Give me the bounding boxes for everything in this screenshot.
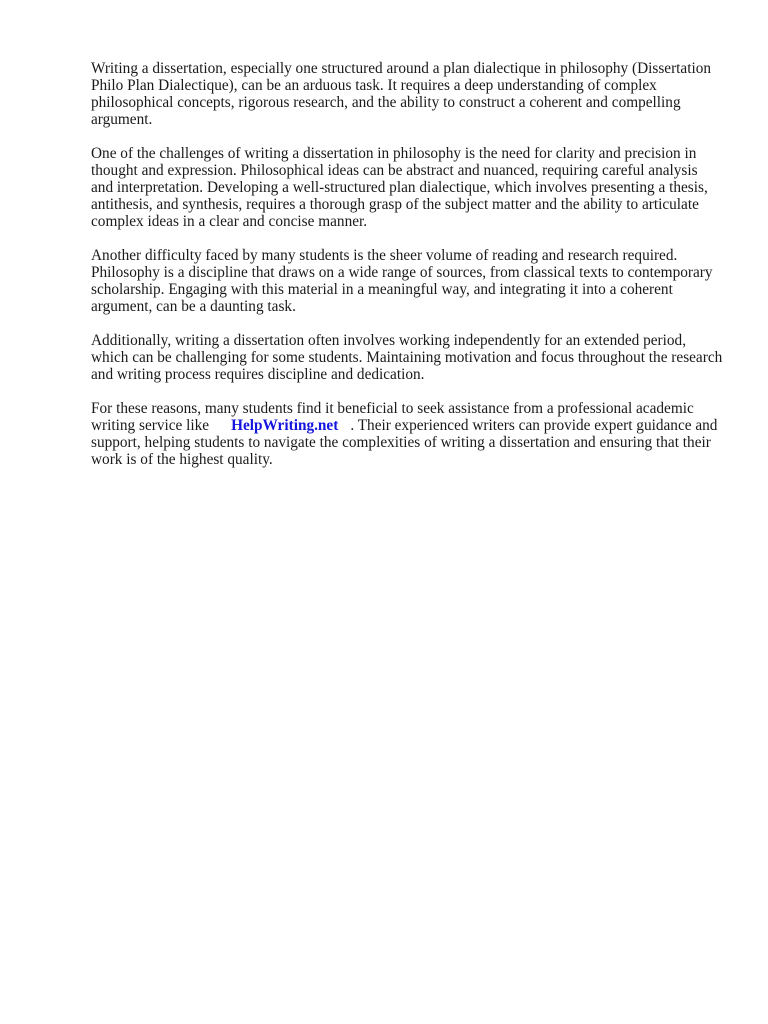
- paragraph-independence: Additionally, writing a dissertation often involves working independently for an extended period, which can be challenging for some students. Maintaining motivation and focus throughout the research and writing process requires discipline and dedication.: [91, 332, 723, 383]
- paragraph-recommendation: [91, 400, 723, 468]
- document-body: [91, 60, 723, 468]
- paragraph-challenges: One of the challenges of writing a dissertation in philosophy is the need for clarity and precision in thought and expression. Philosophical ideas can be abstract and nuanced, requiring careful analysis and interpretation. Developing a well-structured plan dialectique, which involves presenting a thesis, antithesis, and synthesis, requires a thorough grasp of the subject matter and the ability to articulate complex ideas in a clear and concise manner.: [91, 145, 708, 230]
- paragraph-intro: Writing a dissertation, especially one structured around a plan dialectique in philosophy (Dissertation Philo Plan Dialectique), can be an arduous task. It requires a deep understanding of complex philosophical concepts, rigorous research, and the ability to construct a coherent and compelling argument.: [91, 60, 712, 128]
- helpwriting-link[interactable]: HelpWriting.net: [231, 417, 339, 434]
- recommendation-text-after: . Their experienced writers can provide expert guidance and support, helping students to navigate the complexities of writing a dissertation and ensuring that their work is of the highest quality.: [91, 417, 718, 468]
- paragraph-reading-volume: Another difficulty faced by many students is the sheer volume of reading and research required. Philosophy is a discipline that draws on a wide range of sources, from classical texts to contemporary scholarship. Engaging with this material in a meaningful way, and integrating it into a coherent argument, can be a daunting task.: [91, 247, 713, 315]
- recommendation-text-before: For these reasons, many students find it beneficial to seek assistance from a professional academic writing service like: [91, 400, 694, 434]
